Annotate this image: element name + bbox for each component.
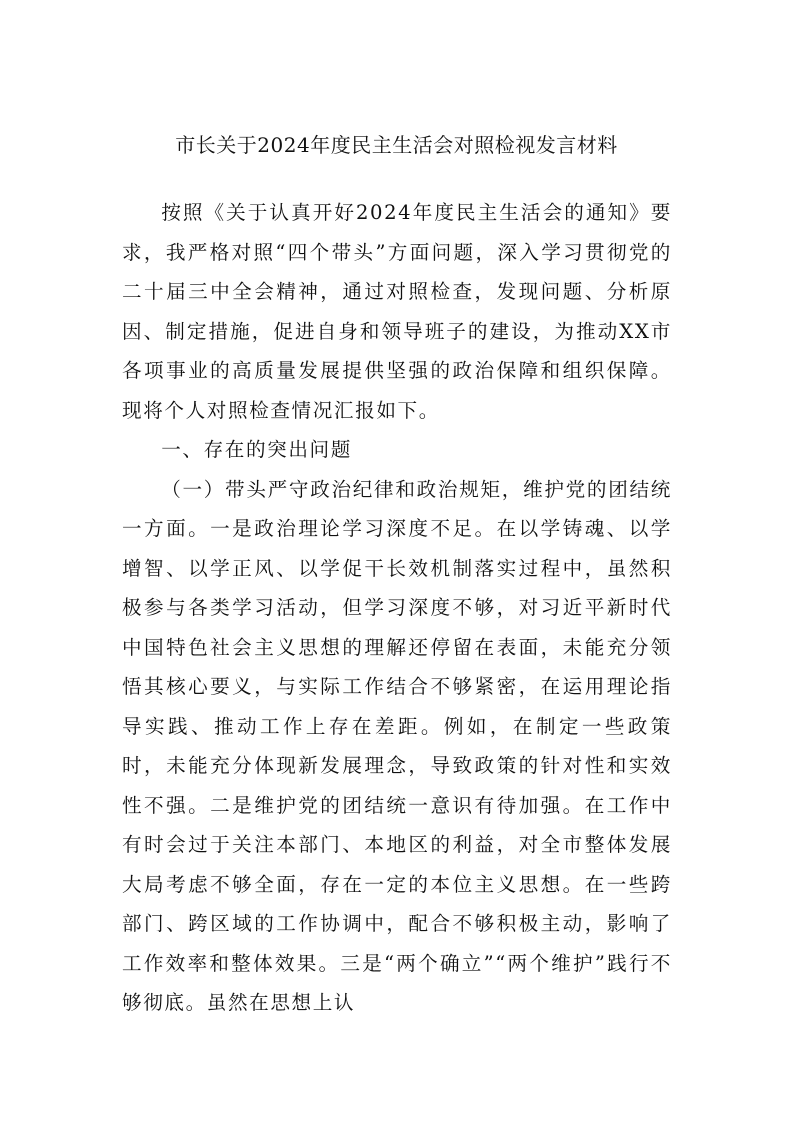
document-body [122,193,672,1023]
section-paragraph: （一）带头严守政治纪律和政治规矩，维护党的团结统一方面。一是政治理论学习深度不足。在以学铸魂、以学增智、以学正风、以学促干长效机制落实过程中，虽然积极参与各类学习活动，但学习深度不够，对习近平新时代中国特色社会主义思想的理解还停留在表面，未能充分领悟其核心要义，与实际工作结合不够紧密，在运用理论指导实践、推动工作上存在差距。例如，在制定一些政策时，未能充分体现新发展理念，导致政策的针对性和实效性不强。二是维护党的团结统一意识有待加强。在工作中有时会过于关注本部门、本地区的利益，对全市整体发展大局考虑不够全面，存在一定的本位主义思想。在一些跨部门、跨区域的工作协调中，配合不够积极主动，影响了工作效率和整体效果。三是“两个确立”“两个维护”践行不够彻底。虽然在思想上认 [122,477,672,1014]
section-heading: 一、存在的突出问题 [161,438,352,461]
document-title: 市长关于2024年度民主生活会对照检视发言材料 [175,133,618,157]
intro-paragraph: 按照《关于认真开好2024年度民主生活会的通知》要求，我严格对照“四个带头”方面问题，深入学习贯彻党的二十届三中全会精神，通过对照检查，发现问题、分析原因、制定措施，促进自身和领导班子的建设，为推动XX市各项事业的高质量发展提供坚强的政治保障和组织保障。现将个人对照检查情况汇报如下。 [122,201,672,422]
